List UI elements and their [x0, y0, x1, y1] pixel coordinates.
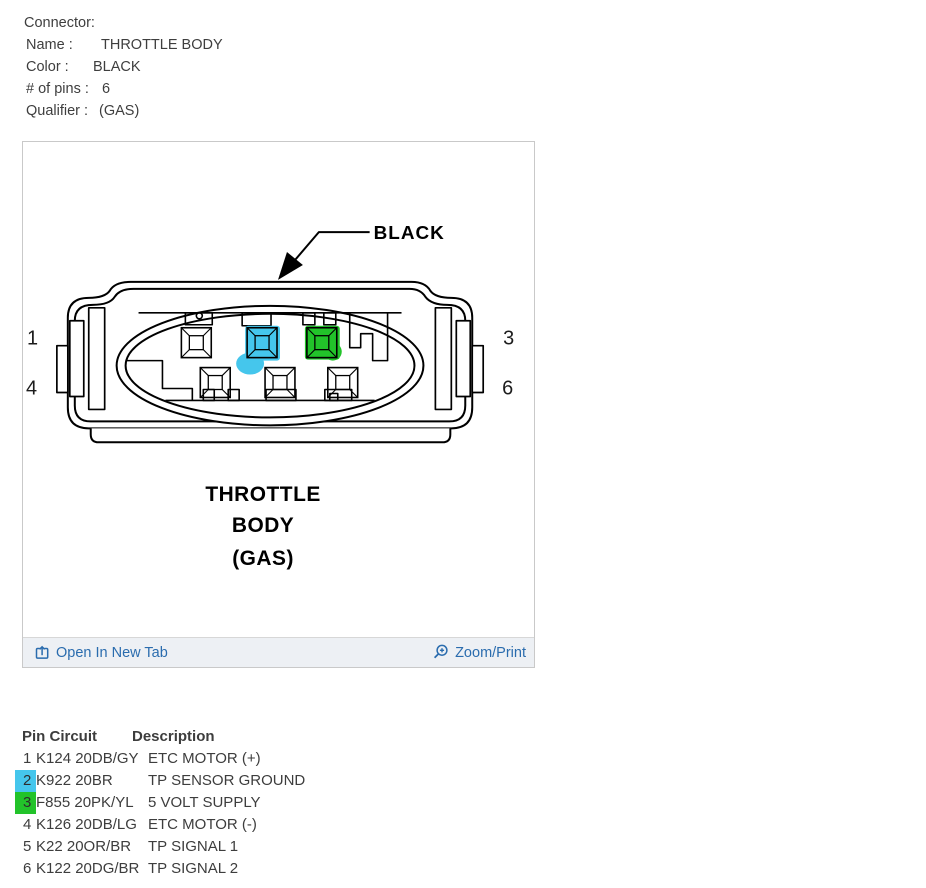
pin-table-rows	[22, 748, 305, 880]
open-in-new-tab-link[interactable]	[35, 645, 168, 661]
connector-name-value: THROTTLE BODY	[101, 37, 223, 53]
circuit-code: F855 20PK/YL	[36, 794, 134, 811]
pin-number: 5	[23, 838, 32, 855]
connector-face-drawing	[23, 142, 534, 637]
connector-color-label: Color :	[26, 59, 69, 75]
circuit-code: K124 20DB/GY	[36, 750, 139, 767]
connector-pincount-row	[24, 78, 223, 100]
caption-line-2: BODY	[231, 513, 295, 537]
pin-description: ETC MOTOR (-)	[148, 816, 257, 833]
pin-description: 5 VOLT SUPPLY	[148, 794, 261, 811]
table-row[interactable]	[22, 858, 305, 880]
connector-pincount-value: 6	[102, 81, 111, 97]
zoom-print-link[interactable]	[432, 644, 526, 661]
pin-description: ETC MOTOR (+)	[148, 750, 261, 767]
caption-line-1: THROTTLE	[205, 483, 321, 507]
table-row[interactable]	[22, 814, 305, 836]
pin-table	[22, 726, 305, 880]
open-in-new-tab-icon	[35, 645, 50, 660]
pin-number: 1	[23, 750, 32, 767]
corner-label-3: 3	[503, 327, 515, 350]
connector-info-title: Connector:	[24, 15, 95, 31]
corner-label-6: 6	[502, 377, 514, 400]
table-row[interactable]	[22, 836, 305, 858]
pin-number: 6	[23, 860, 32, 877]
left-latch-inner	[89, 308, 105, 410]
viewer-toolbar	[23, 637, 534, 667]
right-latch-outer	[456, 321, 470, 397]
circuit-code: K922 20BR	[36, 772, 113, 789]
left-latch-outer	[70, 321, 84, 397]
zoom-print-label: Zoom/Print	[455, 644, 526, 661]
pin-number: 4	[23, 816, 32, 833]
right-latch-inner	[435, 308, 451, 410]
connector-pincount-label: # of pins :	[26, 81, 89, 97]
caption-line-3: (GAS)	[232, 546, 294, 570]
header-pin-circuit: Pin Circuit	[22, 728, 98, 745]
table-row[interactable]	[22, 748, 305, 770]
corner-label-4: 4	[25, 377, 38, 400]
table-row[interactable]	[22, 792, 305, 814]
circuit-code: K22 20OR/BR	[36, 838, 132, 855]
connector-bottom-tab	[91, 428, 451, 442]
left-side-notch	[57, 346, 68, 393]
connector-qualifier-row	[24, 100, 223, 122]
connector-name-label: Name :	[26, 37, 73, 53]
connector-diagram-panel	[22, 141, 535, 668]
right-side-notch	[472, 346, 483, 393]
pin-description: TP SIGNAL 1	[148, 838, 239, 855]
zoom-magnifier-icon	[432, 644, 449, 661]
connector-color-row	[24, 56, 223, 78]
connector-qualifier-value: (GAS)	[99, 103, 140, 119]
connector-color-value: BLACK	[93, 59, 141, 75]
pin-description: TP SIGNAL 2	[148, 860, 239, 877]
pin-table-header	[22, 726, 305, 748]
connector-qualifier-label: Qualifier :	[26, 103, 89, 119]
connector-name-row	[24, 34, 223, 56]
table-row[interactable]	[22, 770, 305, 792]
open-in-new-tab-label: Open In New Tab	[56, 644, 168, 661]
circuit-code: K122 20DG/BR	[36, 860, 140, 877]
pin-description: TP SENSOR GROUND	[148, 772, 306, 789]
header-description: Description	[132, 728, 215, 745]
corner-label-1: 1	[26, 327, 39, 350]
connector-info	[24, 12, 223, 122]
pin-number: 3	[15, 792, 36, 814]
circuit-code: K126 20DB/LG	[36, 816, 137, 833]
connector-color-callout: BLACK	[373, 223, 445, 245]
pin-number: 2	[15, 770, 36, 792]
